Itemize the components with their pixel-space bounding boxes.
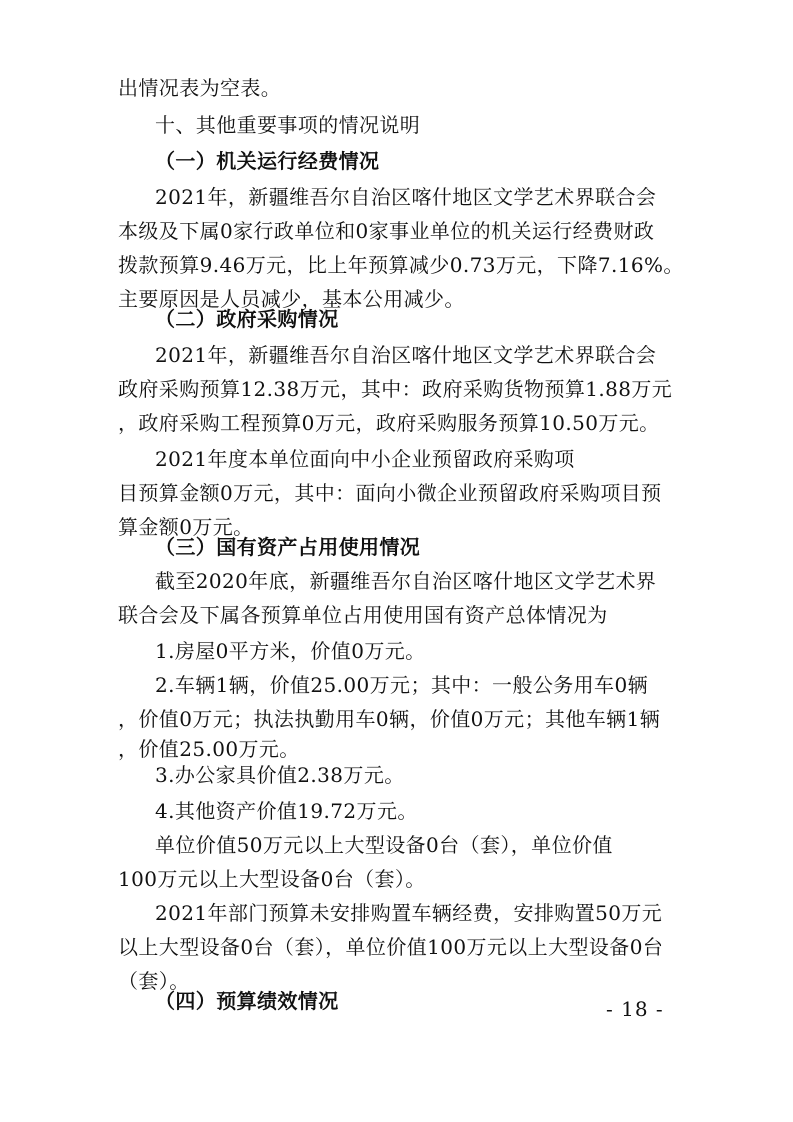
paragraph-line: 政府采购预算12.38万元，其中：政府采购货物预算1.88万元	[118, 377, 673, 401]
list-item: 1.房屋0平方米，价值0万元。	[155, 639, 426, 663]
paragraph-line: 100万元以上大型设备0台（套）。	[118, 867, 426, 891]
paragraph-line: 算金额0万元。	[118, 515, 254, 539]
paragraph-line: 目预算金额0万元，其中：面向小微企业预留政府采购项目预	[118, 481, 662, 505]
paragraph-line: （套）。	[118, 969, 190, 993]
subsection-heading: （三）国有资产占用使用情况	[155, 535, 421, 559]
paragraph-line: ，价值25.00万元。	[118, 737, 300, 761]
paragraph-line: 2021年部门预算未安排购置车辆经费，安排购置50万元	[155, 901, 663, 925]
list-item: 3.办公家具价值2.38万元。	[155, 763, 405, 787]
subsection-heading: （二）政府采购情况	[155, 307, 339, 331]
paragraph-line: 本级及下属0家行政单位和0家事业单位的机关运行经费财政	[118, 219, 655, 243]
subsection-heading: （一）机关运行经费情况	[155, 149, 380, 173]
paragraph-line: 联合会及下属各预算单位占用使用国有资产总体情况为	[118, 603, 608, 627]
paragraph-line: 2021年，新疆维吾尔自治区喀什地区文学艺术界联合会	[155, 185, 657, 209]
paragraph-line: 拨款预算9.46万元，比上年预算减少0.73万元，下降7.16%。	[118, 253, 684, 277]
subsection-heading: （四）预算绩效情况	[155, 989, 339, 1013]
paragraph-line: 截至2020年底，新疆维吾尔自治区喀什地区文学艺术界	[155, 569, 657, 593]
paragraph-line: 2021年，新疆维吾尔自治区喀什地区文学艺术界联合会	[155, 343, 657, 367]
paragraph-line: ，价值0万元；执法执勤用车0辆，价值0万元；其他车辆1辆	[118, 707, 661, 731]
list-item: 2.车辆1辆，价值25.00万元；其中：一般公务用车0辆	[155, 673, 648, 697]
paragraph-line: ，政府采购工程预算0万元，政府采购服务预算10.50万元。	[118, 411, 660, 435]
list-item: 4.其他资产价值19.72万元。	[155, 799, 418, 823]
paragraph-line: 2021年度本单位面向中小企业预留政府采购项	[155, 447, 575, 471]
section-heading: 十、其他重要事项的情况说明	[155, 113, 421, 137]
paragraph-line: 以上大型设备0台（套），单位价值100万元以上大型设备0台	[118, 935, 664, 959]
paragraph-line: 主要原因是人员减少，基本公用减少。	[118, 287, 465, 311]
paragraph-line: 出情况表为空表。	[118, 76, 282, 100]
paragraph-line: 单位价值50万元以上大型设备0台（套），单位价值	[155, 833, 613, 857]
page-number: - 18 -	[606, 997, 664, 1021]
